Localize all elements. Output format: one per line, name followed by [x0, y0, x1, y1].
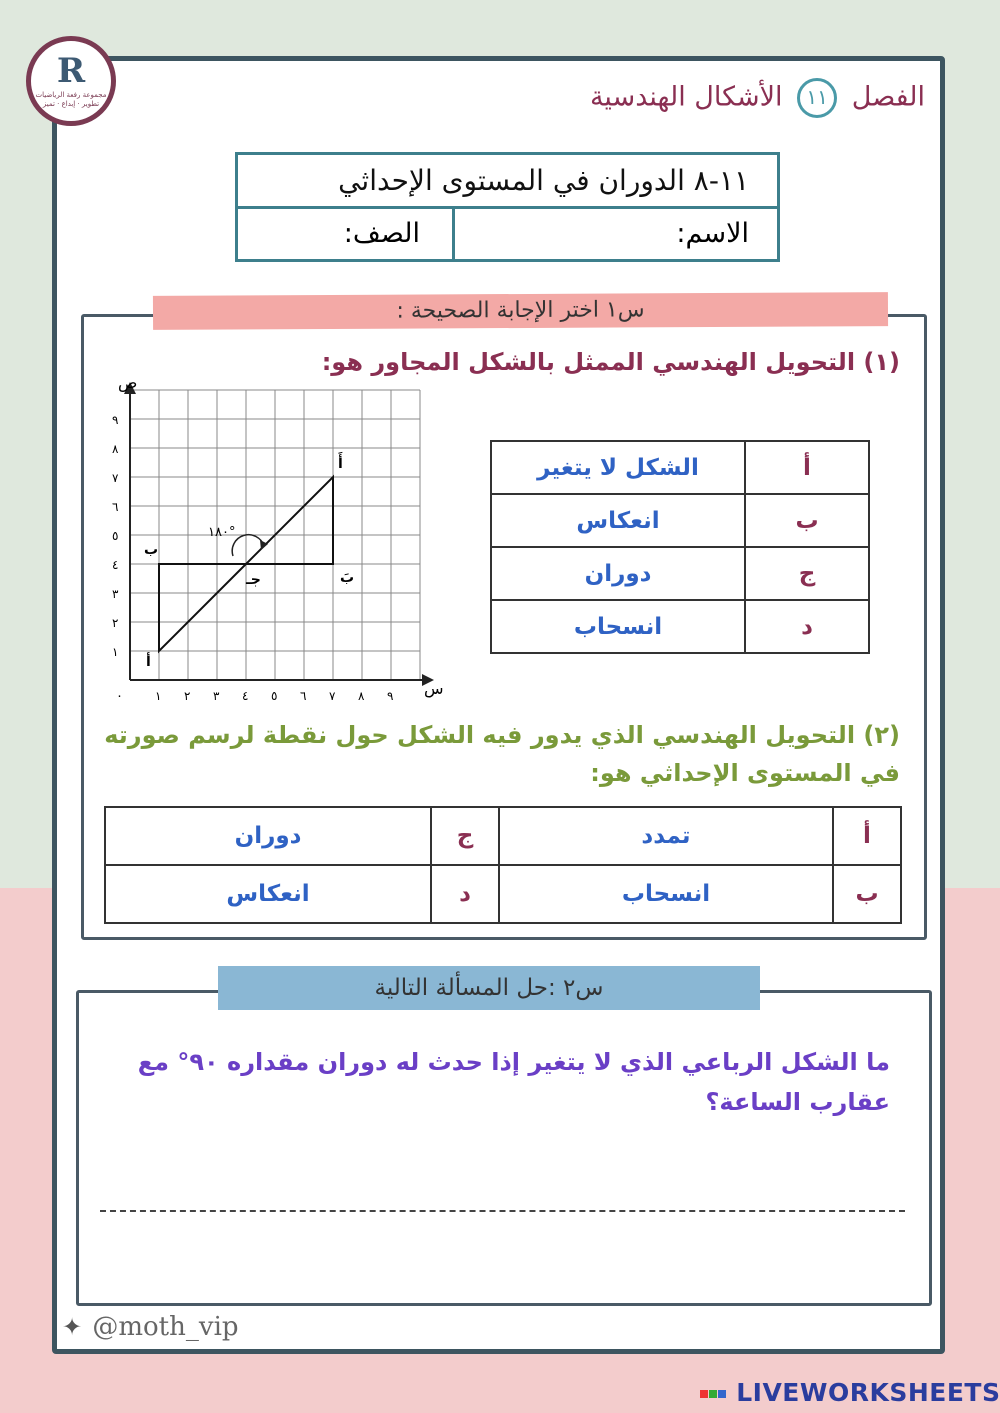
chapter-number: ١١: [797, 78, 837, 118]
option-letter: أ: [833, 807, 901, 865]
option-row[interactable]: [491, 441, 869, 494]
option-text[interactable]: انعكاس: [491, 494, 745, 547]
y-tick-label: ٦: [112, 500, 119, 514]
y-tick-label: ٨: [112, 442, 119, 456]
brand-logo-icon: [700, 1378, 727, 1407]
option-text[interactable]: انسحاب: [499, 865, 833, 923]
rotation-arc: [232, 535, 264, 556]
twitter-handle-text: @moth_vip: [92, 1312, 239, 1342]
logo-text: مجموعة رفعة الرياضيات: [35, 91, 107, 99]
twitter-bird-icon: ✦: [62, 1313, 83, 1341]
angle-label: ١٨٠°: [208, 525, 236, 540]
section2-frame: [76, 990, 932, 1306]
x-tick-label: ٣: [213, 689, 220, 703]
question1-text: (١) التحويل الهندسي الممثل بالشكل المجاور هو:: [321, 348, 900, 376]
option-letter: د: [745, 600, 869, 653]
x-tick-label: ٢: [184, 689, 191, 703]
class-field[interactable]: الصف:: [343, 218, 420, 249]
chapter-header: [590, 78, 925, 118]
option-row[interactable]: [491, 547, 869, 600]
option-text[interactable]: دوران: [105, 807, 431, 865]
section2-title: س٢ :حل المسألة التالية: [218, 966, 760, 1010]
liveworksheets-brand[interactable]: [700, 1378, 1000, 1407]
chapter-prefix: الفصل: [851, 81, 925, 113]
option-row[interactable]: [105, 865, 901, 923]
option-row[interactable]: [491, 494, 869, 547]
point-label-b: ب: [144, 542, 159, 558]
option-text[interactable]: انسحاب: [491, 600, 745, 653]
option-text[interactable]: انعكاس: [105, 865, 431, 923]
name-field[interactable]: الاسم:: [452, 209, 777, 259]
option-text[interactable]: دوران: [491, 547, 745, 600]
option-row[interactable]: [491, 600, 869, 653]
section1-title: س١ اختر الإجابة الصحيحة :: [153, 292, 888, 330]
option-letter: ب: [745, 494, 869, 547]
point-label-a: أ: [146, 654, 151, 670]
logo: [26, 36, 116, 126]
option-row[interactable]: [105, 807, 901, 865]
x-tick-label: ٤: [242, 689, 249, 703]
y-tick-label: ٢: [112, 616, 119, 630]
option-letter: ج: [745, 547, 869, 600]
y-tick-label: ٣: [112, 587, 119, 601]
logo-letter: R: [56, 51, 86, 91]
y-tick-label: ٩: [112, 413, 119, 427]
point-label-b-prime: بَ: [340, 570, 355, 586]
question2-text: (٢) التحويل الهندسي الذي يدور فيه الشكل حول نقطة لرسم صورته في المستوى الإحداثي هو:: [104, 721, 900, 787]
x-tick-label: ٦: [300, 689, 307, 703]
y-tick-label: ١: [112, 645, 119, 659]
option-letter: ب: [833, 865, 901, 923]
original-triangle: [159, 564, 246, 651]
x-tick-label: ٩: [387, 689, 394, 703]
point-label-a-prime: أَ: [338, 456, 343, 472]
rotation-arc-arrow: [260, 540, 268, 550]
chapter-title: الأشكال الهندسية: [589, 81, 783, 113]
option-text[interactable]: تمدد: [499, 807, 833, 865]
twitter-handle: [62, 1312, 239, 1342]
option-letter: ج: [431, 807, 499, 865]
x-axis-label: س: [424, 679, 444, 698]
question2-options-table: [104, 806, 902, 924]
x-tick-label: ٥: [271, 689, 278, 703]
lesson-title-box: [235, 152, 780, 262]
y-tick-label: ٧: [112, 471, 119, 485]
brand-text: LIVEWORKSHEETS: [736, 1378, 1000, 1407]
x-tick-label: ١: [155, 689, 162, 703]
y-tick-label: ٥: [112, 529, 119, 543]
y-axis-label: ص: [118, 373, 138, 392]
option-text[interactable]: الشكل لا يتغير: [491, 441, 745, 494]
y-tick-label: ٤: [112, 558, 119, 572]
logo-subtext: تطوير · إبداع · تميز: [42, 100, 100, 108]
lesson-title: ١١-٨ الدوران في المستوى الإحداثي: [238, 155, 777, 209]
option-letter: أ: [745, 441, 869, 494]
rotated-triangle: [246, 477, 333, 564]
option-letter: د: [431, 865, 499, 923]
origin-label: ٠: [116, 689, 123, 704]
section2-question: ما الشكل الرباعي الذي لا يتغير إذا حدث له دوران مقداره ٩٠° مع عقارب الساعة؟: [137, 1048, 890, 1116]
x-tick-label: ٨: [358, 689, 365, 703]
coordinate-graph: [100, 372, 444, 707]
point-label-c: جـ: [246, 572, 261, 588]
question1-options-table: [490, 440, 870, 654]
answer-line[interactable]: [100, 1210, 905, 1212]
x-tick-label: ٧: [329, 689, 336, 703]
